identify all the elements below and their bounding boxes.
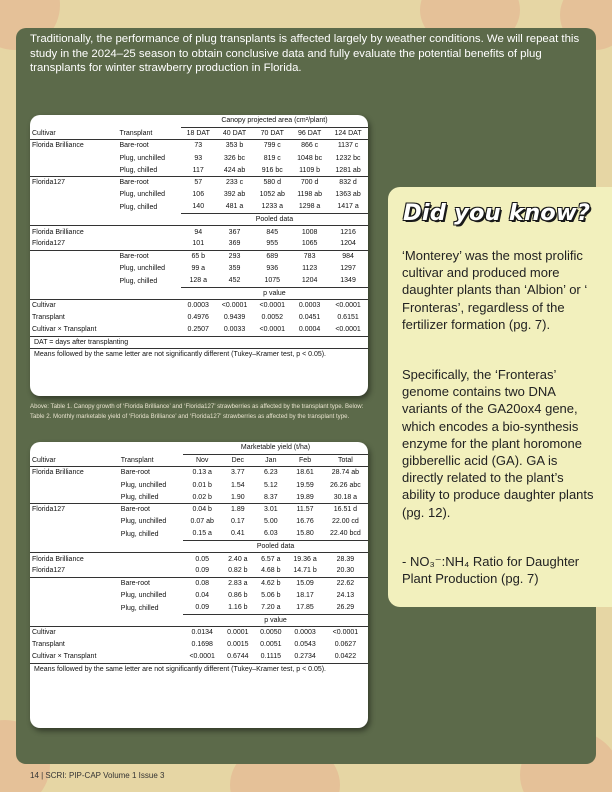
table-cell: 0.0004 [291,324,328,336]
table-spacer-cell [119,442,183,454]
table-cell: 1417 a [337,203,359,211]
table-spacer-cell [30,213,118,225]
table-cell: 783 [291,250,328,262]
table-cell: Cultivar × Transplant [30,324,118,336]
table-cell: 117 [192,166,204,174]
table-cell: 18.61 [287,467,323,479]
table-cell: Plug, unchilled [119,191,166,199]
table-cell: 353 b [216,140,254,152]
table-row [30,189,368,201]
table-cell: 16.51 d [323,503,368,515]
table-cell: Bare-root [119,467,183,479]
table-cell: Plug, unchilled [120,481,167,489]
table-cell: 0.1698 [191,641,213,649]
table-cell [118,299,181,311]
table-cell: 1297 [340,265,356,273]
table-cell: 1.89 [221,503,254,515]
table-cell: 0.0003 [181,299,216,311]
table1-card [30,115,368,396]
table-cell: 2.83 a [221,577,254,589]
table-cell: 57 [181,176,216,188]
table-column-header: 96 DAT [291,127,328,139]
table-cell: Florida127 [30,176,118,188]
table-group-header: Canopy projected area (cm²/plant) [181,115,368,127]
table-cell: 452 [228,277,241,285]
table-group-header-row [30,115,368,127]
table-cell: 2.40 a [221,553,254,565]
table-cell: Florida127 [32,240,66,248]
table-column-header: 40 DAT [216,127,254,139]
table-cell: 19.36 a [287,553,323,565]
table-cell: <0.0001 [253,324,291,336]
table-cell: Bare-root [118,176,181,188]
did-you-know-paragraph-1: ‘Monterey’ was the most prolific cultivar and produced more daughter plants than ‘Albion’ or ‘ Fronteras’, regardless of the fertilizer formation (pg. 7). [402,248,588,332]
table-cell: 6.03 [264,530,278,538]
table-column-header: Cultivar [30,454,119,466]
pooled-cultivar-row [30,226,368,238]
table-cell: 700 d [291,176,328,188]
table-cell: 916 bc [261,166,283,174]
table-cell [119,626,183,638]
table-cell: 689 [253,250,291,262]
table-column-header: Cultivar [30,127,118,139]
pvalue-row [30,324,368,336]
table-cell: Bare-root [119,503,183,515]
table-column-header: Dec [221,454,254,466]
table-row [30,516,368,528]
table-cell: 15.09 [287,577,323,589]
pooled-cultivar-row [30,238,368,250]
table-cell [118,238,181,250]
table-cell: <0.0001 [323,626,368,638]
table-cell [30,201,118,213]
table-row [30,201,368,213]
table-cell: 392 ab [223,191,246,199]
table-cell: 17.85 [296,604,314,612]
table-cell: 0.01 b [192,481,212,489]
table-cell: Florida Brilliance [30,140,118,152]
table-cell [30,189,118,201]
table-cell: 0.05 [183,553,221,565]
table-cell: 1233 a [261,203,283,211]
table-column-header: Nov [183,454,221,466]
table-cell: 0.0050 [254,626,287,638]
table-column-header: Feb [287,454,323,466]
pvalue-header-row-label: p value [183,614,368,626]
page-footer: 14 | SCRI: PIP-CAP Volume 1 Issue 3 [30,771,165,780]
table-cell: 26.29 [336,604,355,612]
table-cell: 1.16 b [228,604,248,612]
table-cell [118,324,181,336]
table-cell: Bare-root [118,250,181,262]
table-cell: 7.20 a [261,604,281,612]
table-spacer-cell [118,115,181,127]
table1 [30,115,368,360]
table-cell: 3.01 [254,503,287,515]
table-cell: 140 [192,203,205,211]
table-cell: 0.0003 [291,299,328,311]
pvalue-row [30,651,368,663]
table-cell: 4.68 b [261,567,281,575]
table-cell: 481 a [225,203,244,211]
table-cell: Florida Brilliance [30,467,119,479]
table-cell: 1216 [328,226,368,238]
table-note-row [30,348,368,360]
table2 [30,442,368,675]
table-cell: 6.57 a [254,553,287,565]
table-cell: 0.09 [195,567,210,575]
table2-card [30,442,368,728]
table-cell: Plug, chilled [120,604,159,612]
table-cell: Florida127 [30,503,119,515]
table-cell [30,275,118,287]
pvalue-row [30,626,368,638]
table-cell: 955 [266,240,279,248]
table-cell: 1363 ab [335,191,361,199]
table-cell: 22.40 bcd [330,530,361,538]
table-cell [30,516,119,528]
table-cell: 1204 [301,277,318,285]
table-cell: 0.0451 [298,314,321,322]
table-cell: 0.4976 [187,314,209,322]
table-cell [119,639,183,651]
table-cell: <0.0001 [328,324,368,336]
table-cell: 0.9439 [223,314,246,322]
table-cell: 233 c [216,176,254,188]
table-cell: 1052 ab [259,191,285,199]
table-cell: 18.17 [296,592,314,600]
table-note-row [30,336,368,348]
table-cell: 99 a [191,265,206,273]
table-spacer-cell [30,540,119,552]
table-cell: 19.89 [296,493,314,501]
did-you-know-paragraph-2: Specifically, the ‘Fronteras’ genome contains two DNA variants of the GA20ox4 gene, which encodes a bio-synthesis enzyme for the plant horomone gibberellic acid (GA). GA is directly related to the plant’s ability to produce daughter plants (pg. 12). [402,367,594,520]
table-note: Means followed by the same letter are not significantly different (Tukey–Kramer test, p < 0.05). [34,666,327,674]
pooled-data-row [30,213,368,225]
table-row [30,503,368,515]
table-cell: 20.30 [336,567,355,575]
table-cell: 0.0003 [287,626,323,638]
table-cell: 0.0052 [261,314,283,322]
table-cell: 0.08 [183,577,221,589]
table-cell: 819 c [263,154,281,162]
table-cell: 0.0543 [294,641,316,649]
table-cell [30,152,118,164]
table-row [30,467,368,479]
table-cell: 19.59 [296,481,314,489]
table-spacer-cell [30,614,119,626]
table-cell: 866 c [291,140,328,152]
pooled-data-row-label: Pooled data [183,540,368,552]
table-cell [118,312,181,324]
pvalue-header-row [30,614,368,626]
pvalue-row [30,639,368,651]
table-cell: Plug, unchilled [120,518,167,526]
table-cell: 0.0134 [183,626,221,638]
table-column-header: 18 DAT [181,127,216,139]
table-cell [30,250,118,262]
table-cell [30,577,119,589]
table-cell: Transplant [32,314,65,322]
table-cell: 0.0422 [323,651,368,663]
table-cell: 0.2507 [181,324,216,336]
table-cell: 24.13 [336,592,355,600]
table-note-row [30,663,368,675]
pooled-transplant-row [30,577,368,589]
table-cell: 369 [228,240,241,248]
table-cell: 0.0001 [221,626,254,638]
table-group-header-row [30,442,368,454]
table-cell: 101 [192,240,205,248]
table-spacer-cell [118,287,181,299]
table-cell [30,590,119,602]
table-cell: 14.71 b [293,567,317,575]
table-cell: <0.0001 [216,299,254,311]
table-column-header: 70 DAT [253,127,291,139]
intro-paragraph: Traditionally, the performance of plug transplants is affected largely by weather conditions. We will repeat this study in the 2024–25 season to obtain conclusive data and fully evaluate the potential benefits of plug transplants for winter strawberry production in Florida. [30,33,580,74]
table-cell: 1281 ab [335,166,361,174]
table-cell: 1109 b [299,166,321,174]
table-cell [119,651,183,663]
pooled-transplant-row [30,275,368,287]
pooled-cultivar-row [30,553,368,565]
table-row [30,152,368,164]
table-cell: Bare-root [119,577,183,589]
table-cell: 93 [194,154,203,162]
table-cell [30,491,119,503]
table-cell: Plug, unchilled [119,265,166,273]
table-cell: 0.6151 [337,314,359,322]
table-cell: 1198 ab [297,191,323,199]
table-cell: 15.80 [296,530,314,538]
table-cell: Plug, chilled [120,530,159,538]
table-group-header: Marketable yield (t/ha) [183,442,368,454]
table-spacer-cell [30,115,118,127]
table-cell [30,528,119,540]
table-cell: 5.06 b [261,592,281,600]
table-cell: 5.12 [264,481,278,489]
table-cell: 0.0627 [334,641,357,649]
table-cell [119,553,183,565]
table-row [30,176,368,188]
table-cell: 1123 [302,265,318,273]
table-cell: 0.41 [231,530,245,538]
table-note: Means followed by the same letter are not significantly different (Tukey–Kramer test, p < 0.05). [34,351,327,359]
table-cell: 16.76 [296,518,314,526]
table-cell: 0.17 [231,518,245,526]
table-cell: 1298 a [298,203,321,211]
table-cell: 0.13 a [183,467,221,479]
table-cell: 1065 [301,240,318,248]
table-cell: 845 [253,226,291,238]
table-cell: 424 ab [223,166,246,174]
pooled-cultivar-row [30,565,368,577]
table-cell: 94 [181,226,216,238]
table-cell: 0.0051 [260,641,282,649]
table-cell: Florida127 [32,567,66,575]
table-cell: 28.74 ab [323,467,368,479]
table-cell: Cultivar [30,299,118,311]
table-cell: 22.00 cd [331,518,359,526]
table-cell: 0.86 b [228,592,248,600]
table-cell: 1048 bc [297,154,323,162]
table-cell: Florida Brilliance [30,226,118,238]
table-cell: 1008 [291,226,328,238]
table-spacer-cell [30,442,119,454]
table-cell: 4.62 b [254,577,287,589]
pooled-transplant-row [30,250,368,262]
table-spacer-cell [30,287,118,299]
table-cell: 0.04 b [183,503,221,515]
table-cell: <0.0001 [183,651,221,663]
table-spacer-cell [118,213,181,225]
did-you-know-reference: - NO₃⁻:NH₄ Ratio for Daughter Plant Production (pg. 7) [402,554,580,587]
table-cell: 0.07 ab [190,518,214,526]
table-row [30,164,368,176]
table-cell: 0.02 b [192,493,212,501]
table-row [30,140,368,152]
table-cell: 799 c [253,140,291,152]
table-cell: 128 a [189,277,208,285]
pooled-data-row [30,540,368,552]
table-cell: 22.62 [323,577,368,589]
table-cell: Transplant [32,641,65,649]
table-cell: 293 [216,250,254,262]
table-cell: <0.0001 [328,299,368,311]
table-spacer-cell [119,540,183,552]
table-cell: 3.77 [221,467,254,479]
table-cell: 0.6744 [221,651,254,663]
table-cell: 0.04 [195,592,210,600]
table-cell: Plug, chilled [119,203,158,211]
table-cell: 0.0015 [227,641,249,649]
table-cell: 30.18 a [333,493,358,501]
table-cell: 0.15 a [192,530,212,538]
table-row [30,491,368,503]
table-cell: 5.00 [264,518,278,526]
table-column-header: 124 DAT [328,127,368,139]
table-cell: 1204 [340,240,356,248]
table-cell: 8.37 [264,493,278,501]
table-cell: 0.1115 [254,651,287,663]
pooled-transplant-row [30,602,368,614]
table-column-header: Jan [254,454,287,466]
pooled-transplant-row [30,590,368,602]
table-cell [30,164,118,176]
table-cell: Cultivar × Transplant [30,651,119,663]
table-cell: <0.0001 [253,299,291,311]
table-cell: 0.0033 [216,324,254,336]
table-cell: 106 [192,191,205,199]
table-row [30,528,368,540]
pooled-transplant-row [30,263,368,275]
table-cell: 1349 [340,277,356,285]
table-cell: 367 [216,226,254,238]
table-cell: Florida Brilliance [30,553,119,565]
table-cell: 1.90 [231,493,245,501]
table-cell: 326 bc [224,154,246,162]
table-cell: 0.09 [195,604,210,612]
table-cell: 6.23 [254,467,287,479]
table-cell: 0.82 b [228,567,248,575]
table-cell: 28.39 [323,553,368,565]
table-cell: 1137 c [328,140,368,152]
table-header-row [30,454,368,466]
table-cell: 26.26 abc [330,481,361,489]
table-row [30,479,368,491]
table-cell [30,263,118,275]
table-cell: 1075 [264,277,281,285]
table-cell [118,226,181,238]
table-cell: Bare-root [118,140,181,152]
pvalue-row [30,312,368,324]
table-cell: 73 [181,140,216,152]
table-cell: Plug, unchilled [120,592,167,600]
table-note: DAT = days after transplanting [30,336,368,348]
table-column-header: Transplant [118,127,181,139]
table-cell: 580 d [253,176,291,188]
table-cell: 832 d [328,176,368,188]
table-cell [30,479,119,491]
pvalue-row [30,299,368,311]
did-you-know-title: Did you know? [403,200,591,226]
table-cell: 359 [228,265,241,273]
table-header-row [30,127,368,139]
table-cell: 1.54 [231,481,245,489]
pvalue-header-row-label: p value [181,287,368,299]
table-cell: 936 [266,265,279,273]
table-cell: 65 b [181,250,216,262]
table-spacer-cell [119,614,183,626]
table-caption: Above: Table 1. Canopy growth of ‘Florida Brilliance’ and ‘Florida127’ strawberries as affected by the transplant type. Below: Table 2. Monthly marketable yield of ‘Florida Brilliance’ and ‘Florida127’ strawberries as affected by the transplant type. [30,403,364,420]
table-column-header: Transplant [119,454,183,466]
table-cell: 11.57 [287,503,323,515]
table-cell: Plug, chilled [119,277,158,285]
table-cell: 984 [328,250,368,262]
pooled-data-row-label: Pooled data [181,213,368,225]
table-column-header: Total [323,454,368,466]
table-cell [30,602,119,614]
table-cell: Plug, chilled [120,493,159,501]
table-cell: Plug, chilled [119,166,158,174]
table-cell: 0.2734 [287,651,323,663]
table-cell: 1232 bc [335,154,361,162]
table-cell: Cultivar [30,626,119,638]
pvalue-header-row [30,287,368,299]
table-cell: Plug, unchilled [119,154,166,162]
table-cell [119,565,183,577]
